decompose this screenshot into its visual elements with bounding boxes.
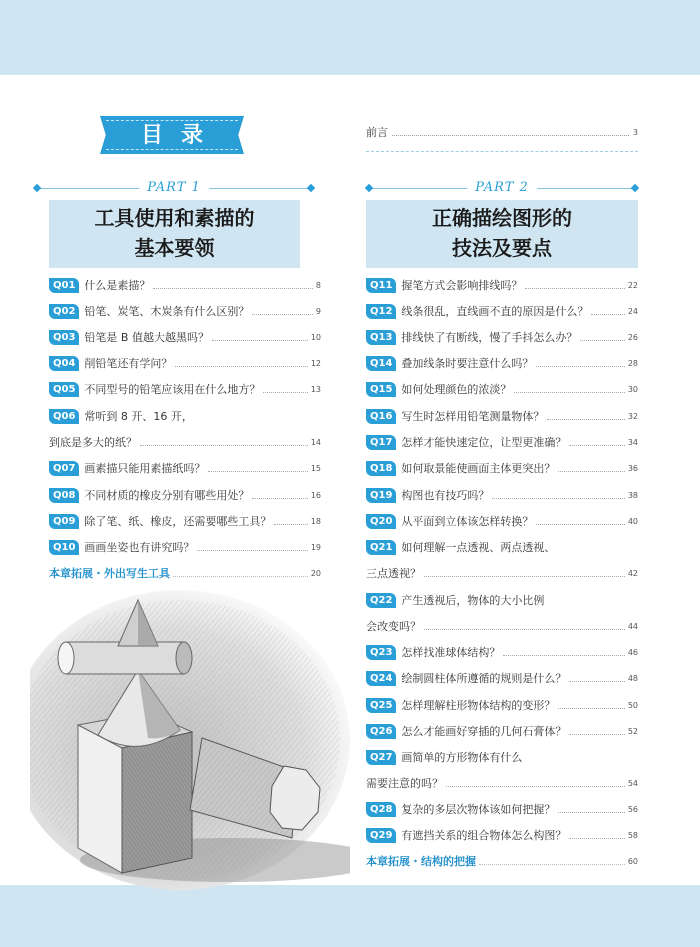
entry-text: 如何取景能使画面主体更突出？ bbox=[401, 462, 556, 475]
preface-page: 3 bbox=[632, 127, 638, 137]
toc-entry-q28[interactable] bbox=[366, 801, 638, 817]
toc-entry-q21-cont[interactable] bbox=[366, 565, 638, 581]
page-number: 18 bbox=[310, 516, 321, 526]
part2-chapter-title bbox=[366, 200, 638, 268]
entry-text: 画画坐姿也有讲究吗？ bbox=[84, 541, 195, 554]
page-number: 42 bbox=[627, 568, 638, 578]
entry-text: 如何理解一点透视、两点透视、 bbox=[401, 541, 556, 554]
entry-text: 怎样才能快速定位，让型更准确？ bbox=[401, 436, 567, 449]
toc-entry-q27[interactable] bbox=[366, 749, 638, 765]
cube-front-left bbox=[78, 725, 122, 873]
page-number: 14 bbox=[310, 437, 321, 447]
entry-text-cont: 会改变吗？ bbox=[366, 620, 421, 633]
toc-entry-q01[interactable] bbox=[49, 277, 321, 293]
entry-text-cont: 三点透视？ bbox=[366, 567, 421, 580]
leader-dots bbox=[580, 333, 624, 341]
leader-dots bbox=[569, 727, 624, 735]
question-tag: Q03 bbox=[49, 330, 79, 345]
question-tag: Q09 bbox=[49, 514, 79, 529]
question-tag: Q23 bbox=[366, 645, 396, 660]
part1-label: PART 1 bbox=[139, 180, 209, 195]
toc-entry-q19[interactable] bbox=[366, 487, 638, 503]
question-tag: Q02 bbox=[49, 304, 79, 319]
question-tag: Q24 bbox=[366, 671, 396, 686]
toc-entry-q16[interactable] bbox=[366, 408, 638, 424]
entry-text: 怎么才能画好穿插的几何石膏体？ bbox=[401, 725, 567, 738]
entry-text: 产生透视后，物体的大小比例 bbox=[401, 594, 545, 607]
toc-entry-q10[interactable] bbox=[49, 539, 321, 555]
leader-dots bbox=[274, 517, 307, 525]
entry-text: 什么是素描？ bbox=[84, 279, 151, 292]
toc-entry-part2-extension[interactable] bbox=[366, 853, 638, 869]
part1-chapter-line2: 基本要领 bbox=[134, 236, 215, 260]
leader-dots bbox=[208, 464, 307, 472]
extension-text: 本章拓展・结构的把握 bbox=[366, 855, 476, 868]
entry-text: 削铅笔还有学问？ bbox=[84, 357, 173, 370]
toc-entry-q11[interactable] bbox=[366, 277, 638, 293]
toc-entry-q27-cont[interactable] bbox=[366, 775, 638, 791]
entry-text: 常听到 8 开、16 开， bbox=[84, 410, 193, 423]
question-tag: Q19 bbox=[366, 488, 396, 503]
question-tag: Q06 bbox=[49, 409, 79, 424]
toc-entry-q20[interactable] bbox=[366, 513, 638, 529]
part1-chapter-title bbox=[49, 200, 300, 268]
part1-chapter-line1: 工具使用和素描的 bbox=[94, 206, 255, 230]
question-tag: Q17 bbox=[366, 435, 396, 450]
leader-dots bbox=[197, 543, 307, 551]
page-number: 13 bbox=[310, 384, 321, 394]
leader-dots bbox=[569, 438, 624, 446]
entry-text: 怎样找准球体结构？ bbox=[401, 646, 501, 659]
entry-text: 如何处理颜色的浓淡？ bbox=[401, 383, 512, 396]
toc-entry-q08[interactable] bbox=[49, 487, 321, 503]
cube-shading bbox=[122, 732, 192, 873]
entry-text: 除了笔、纸、橡皮，还需要哪些工具？ bbox=[84, 515, 272, 528]
page-number: 8 bbox=[315, 280, 321, 290]
leader-dots bbox=[547, 412, 624, 420]
question-tag: Q29 bbox=[366, 828, 396, 843]
toc-entry-q03[interactable] bbox=[49, 329, 321, 345]
entry-text: 铅笔、炭笔、木炭条有什么区别？ bbox=[84, 305, 250, 318]
page-number: 56 bbox=[627, 804, 638, 814]
leader-dots bbox=[492, 491, 624, 499]
toc-entry-q18[interactable] bbox=[366, 460, 638, 476]
page-number: 24 bbox=[627, 306, 638, 316]
extension-text: 本章拓展・外出写生工具 bbox=[49, 567, 170, 580]
toc-entry-q29[interactable] bbox=[366, 827, 638, 843]
leader-dots bbox=[479, 857, 625, 865]
leader-dots bbox=[558, 805, 624, 813]
contents-title-banner bbox=[100, 116, 244, 154]
leader-dots bbox=[252, 491, 307, 499]
toc-entry-q09[interactable] bbox=[49, 513, 321, 529]
toc-entry-q17[interactable] bbox=[366, 434, 638, 450]
question-tag: Q12 bbox=[366, 304, 396, 319]
entry-text: 绘制圆柱体所遵循的规则是什么？ bbox=[401, 672, 567, 685]
leader-dots bbox=[424, 569, 625, 577]
toc-entry-q13[interactable] bbox=[366, 329, 638, 345]
leader-dots bbox=[591, 307, 624, 315]
leader-dots bbox=[263, 385, 307, 393]
toc-entry-q21[interactable] bbox=[366, 539, 638, 555]
leader-dots bbox=[558, 464, 624, 472]
entry-text: 画素描只能用素描纸吗？ bbox=[84, 462, 206, 475]
toc-entry-preface[interactable] bbox=[366, 123, 638, 141]
toc-entry-q24[interactable] bbox=[366, 670, 638, 686]
toc-entry-q22-cont[interactable] bbox=[366, 618, 638, 634]
entry-text: 复杂的多层次物体该如何把握？ bbox=[401, 803, 556, 816]
leader-dots bbox=[173, 569, 308, 577]
toc-entry-q06[interactable] bbox=[49, 408, 321, 424]
top-color-band bbox=[0, 0, 700, 75]
leader-dots bbox=[558, 701, 624, 709]
toc-entry-q22[interactable] bbox=[366, 592, 638, 608]
entry-text: 不同型号的铅笔应该用在什么地方？ bbox=[84, 383, 261, 396]
page-number: 54 bbox=[627, 778, 638, 788]
page-title: 目录 bbox=[140, 122, 221, 148]
page-number: 19 bbox=[310, 542, 321, 552]
leader-dots bbox=[153, 281, 312, 289]
divider bbox=[366, 151, 638, 152]
entry-text: 不同材质的橡皮分别有哪些用处？ bbox=[84, 489, 250, 502]
toc-entry-part1-extension[interactable] bbox=[49, 565, 321, 581]
part1-header bbox=[34, 180, 314, 198]
question-tag: Q07 bbox=[49, 461, 79, 476]
part1-label-wrap bbox=[34, 180, 314, 195]
question-tag: Q27 bbox=[366, 750, 396, 765]
bottom-color-band bbox=[0, 885, 700, 947]
question-tag: Q11 bbox=[366, 278, 396, 293]
leader-dots bbox=[569, 831, 624, 839]
question-tag: Q05 bbox=[49, 382, 79, 397]
toc-entry-q23[interactable] bbox=[366, 644, 638, 660]
question-tag: Q04 bbox=[49, 356, 79, 371]
cylinder-end-right bbox=[176, 642, 192, 674]
entry-text-cont: 需要注意的吗？ bbox=[366, 777, 443, 790]
page-number: 58 bbox=[627, 830, 638, 840]
question-tag: Q20 bbox=[366, 514, 396, 529]
question-tag: Q08 bbox=[49, 488, 79, 503]
page-number: 26 bbox=[627, 332, 638, 342]
geometric-solids-sketch bbox=[30, 590, 350, 890]
part2-chapter-line1: 正确描绘图形的 bbox=[432, 206, 572, 230]
entry-text: 叠加线条时要注意什么吗？ bbox=[401, 357, 534, 370]
page-number: 60 bbox=[627, 856, 638, 866]
part2-label: PART 2 bbox=[467, 180, 537, 195]
page-number: 28 bbox=[627, 358, 638, 368]
question-tag: Q21 bbox=[366, 540, 396, 555]
question-tag: Q22 bbox=[366, 593, 396, 608]
page-number: 32 bbox=[627, 411, 638, 421]
entry-text: 线条很乱，直线画不直的原因是什么？ bbox=[401, 305, 589, 318]
toc-entry-q06-cont[interactable] bbox=[49, 434, 321, 450]
leader-dots bbox=[392, 128, 629, 136]
entry-text: 构图也有技巧吗？ bbox=[401, 489, 490, 502]
page-number: 34 bbox=[627, 437, 638, 447]
toc-entry-q05[interactable] bbox=[49, 381, 321, 397]
toc-entry-q14[interactable] bbox=[366, 355, 638, 371]
toc-entry-q25[interactable] bbox=[366, 697, 638, 713]
entry-text: 有遮挡关系的组合物体怎么构图？ bbox=[401, 829, 567, 842]
entry-text: 画简单的方形物体有什么 bbox=[401, 751, 523, 764]
page-number: 20 bbox=[310, 568, 321, 578]
question-tag: Q25 bbox=[366, 698, 396, 713]
cylinder-end-left bbox=[58, 642, 74, 674]
toc-entry-q12[interactable] bbox=[366, 303, 638, 319]
part2-label-wrap bbox=[366, 180, 638, 195]
question-tag: Q14 bbox=[366, 356, 396, 371]
page-number: 38 bbox=[627, 490, 638, 500]
question-tag: Q18 bbox=[366, 461, 396, 476]
leader-dots bbox=[525, 281, 624, 289]
toc-entry-q02[interactable] bbox=[49, 303, 321, 319]
question-tag: Q10 bbox=[49, 540, 79, 555]
leader-dots bbox=[446, 779, 625, 787]
entry-text: 怎样理解柱形物体结构的变形？ bbox=[401, 699, 556, 712]
page-number: 36 bbox=[627, 463, 638, 473]
page-number: 30 bbox=[627, 384, 638, 394]
page-number: 44 bbox=[627, 621, 638, 631]
preface-label: 前言 bbox=[366, 126, 388, 139]
entry-text: 铅笔是 B 值越大越黑吗？ bbox=[84, 331, 209, 344]
leader-dots bbox=[212, 333, 308, 341]
page-number: 10 bbox=[310, 332, 321, 342]
page-number: 16 bbox=[310, 490, 321, 500]
entry-text: 从平面到立体该怎样转换？ bbox=[401, 515, 534, 528]
leader-dots bbox=[252, 307, 312, 315]
toc-entry-q26[interactable] bbox=[366, 723, 638, 739]
toc-entry-q15[interactable] bbox=[366, 381, 638, 397]
page-number: 50 bbox=[627, 700, 638, 710]
question-tag: Q15 bbox=[366, 382, 396, 397]
leader-dots bbox=[424, 622, 625, 630]
toc-entry-q07[interactable] bbox=[49, 460, 321, 476]
leader-dots bbox=[536, 359, 624, 367]
leader-dots bbox=[569, 674, 624, 682]
entry-text-cont: 到底是多大的纸？ bbox=[49, 436, 137, 449]
entry-text: 排线快了有断线，慢了手抖怎么办？ bbox=[401, 331, 578, 344]
question-tag: Q28 bbox=[366, 802, 396, 817]
page-number: 9 bbox=[315, 306, 321, 316]
page-number: 22 bbox=[627, 280, 638, 290]
part2-chapter-line2: 技法及要点 bbox=[452, 236, 552, 260]
leader-dots bbox=[140, 438, 308, 446]
leader-dots bbox=[503, 648, 624, 656]
question-tag: Q16 bbox=[366, 409, 396, 424]
page-number: 46 bbox=[627, 647, 638, 657]
question-tag: Q13 bbox=[366, 330, 396, 345]
entry-text: 写生时怎样用铅笔测量物体？ bbox=[401, 410, 545, 423]
part2-header bbox=[366, 180, 638, 198]
question-tag: Q01 bbox=[49, 278, 79, 293]
entry-text: 握笔方式会影响排线吗？ bbox=[401, 279, 523, 292]
page-number: 40 bbox=[627, 516, 638, 526]
question-tag: Q26 bbox=[366, 724, 396, 739]
page-number: 48 bbox=[627, 673, 638, 683]
toc-entry-q04[interactable] bbox=[49, 355, 321, 371]
leader-dots bbox=[175, 359, 307, 367]
page-number: 52 bbox=[627, 726, 638, 736]
leader-dots bbox=[536, 517, 624, 525]
page-number: 12 bbox=[310, 358, 321, 368]
page-number: 15 bbox=[310, 463, 321, 473]
cylinder-arm bbox=[66, 642, 184, 674]
leader-dots bbox=[514, 385, 624, 393]
